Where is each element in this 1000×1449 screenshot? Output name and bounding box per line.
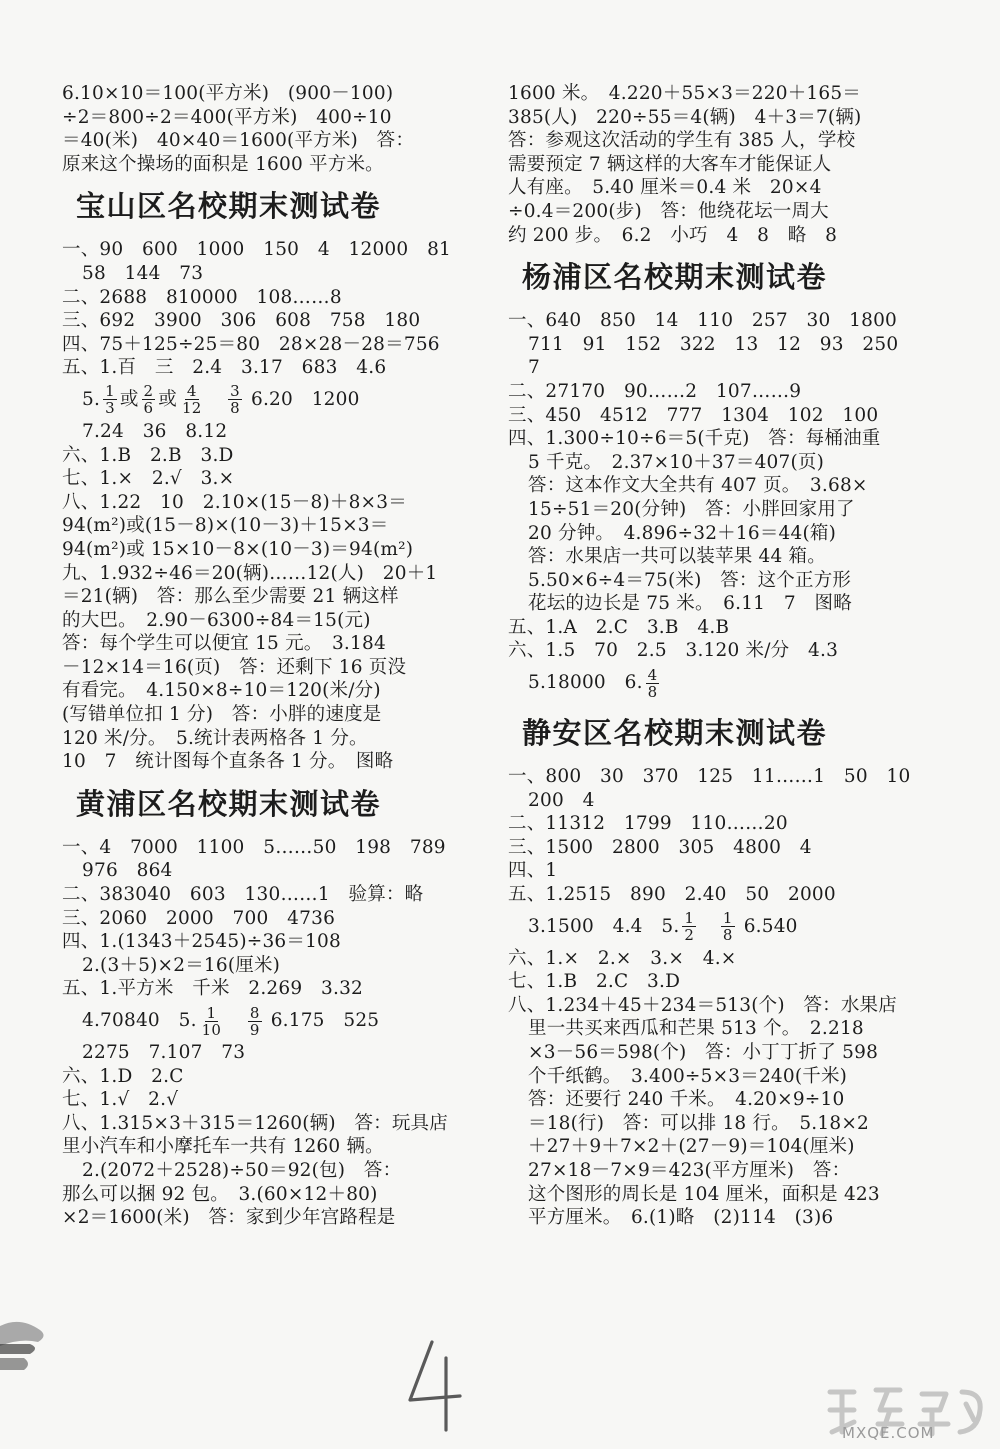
denominator: 12 <box>181 399 202 418</box>
answer-line: 三、2060 2000 700 4736 <box>62 907 336 929</box>
answer-line: 2.(2072＋2528)÷50＝92(包) 答： <box>82 1159 402 1181</box>
answer-line: 这个图形的周长是 104 厘米，面积是 423 <box>528 1183 880 1205</box>
answer-line: 六、1.B 2.B 3.D <box>62 444 234 466</box>
fraction-line <box>508 907 908 947</box>
answer-line: 5.50×6÷4＝75(米) 答：这个正方形 <box>528 569 852 591</box>
answer-line: 二、383040 603 130……1 验算：略 <box>62 884 424 906</box>
answer-line: ÷2＝800÷2＝400(平方米) 400÷10 <box>62 106 392 128</box>
corner-ornament-icon <box>0 1308 56 1378</box>
answer-line: 三、1500 2800 305 4800 4 <box>508 836 812 858</box>
numerator: 4 <box>647 665 658 684</box>
fraction <box>646 667 660 700</box>
answer-text: 6.20 1200 <box>244 388 360 410</box>
fraction <box>721 910 735 943</box>
watermark-text: MXQE.COM <box>842 1424 935 1442</box>
answer-line: 四、75＋125÷25＝80 28×28－28＝756 <box>62 333 440 355</box>
fraction <box>228 383 242 416</box>
answer-line: 一、640 850 14 110 257 30 1800 <box>508 310 898 332</box>
answer-line: 六、1.× 2.× 3.× 4.× <box>508 947 737 969</box>
answer-line: 94(m²)或 15×10－8×(10－3)＝94(m²) <box>62 538 414 560</box>
section-title-huangpu: 黄浦区名校期末测试卷 <box>76 786 382 821</box>
answer-line: 平方厘米。 6.(1)略 (2)114 (3)6 <box>528 1207 834 1229</box>
answer-line: 七、1.√ 2.√ <box>62 1089 179 1111</box>
answer-line: 答：水果店一共可以装苹果 44 箱。 <box>528 546 826 568</box>
answer-line: 个千纸鹤。 3.400÷5×3＝240(千米) <box>528 1065 848 1087</box>
answer-line: 15÷51＝20(分钟) 答：小胖回家用了 <box>528 498 855 520</box>
answer-line: 四、1.300÷10÷6＝5(千克) 答：每桶油重 <box>508 428 881 450</box>
answer-line: 六、1.D 2.C <box>62 1065 184 1087</box>
fraction <box>200 1005 224 1038</box>
answer-line: 四、1.(1343＋2545)÷36＝108 <box>62 931 342 953</box>
numerator: 1 <box>105 382 115 401</box>
answer-line: ×2＝1600(米) 答：家到少年宫路程是 <box>62 1207 396 1229</box>
numerator: 1 <box>206 1003 217 1022</box>
numerator: 1 <box>722 909 733 928</box>
section-title-baoshan: 宝山区名校期末测试卷 <box>76 189 382 224</box>
answer-text: 5.18000 6. <box>528 672 643 694</box>
answer-line: 答：这本作文大全共有 407 页。 3.68× <box>528 475 868 497</box>
answer-line: 2275 7.107 73 <box>82 1042 246 1063</box>
answer-line: 需要预定 7 辆这样的大客车才能保证人 <box>508 153 832 175</box>
answer-line: 七、1.× 2.√ 3.× <box>62 468 235 490</box>
numerator: 3 <box>230 382 240 401</box>
answer-line: 7 <box>528 357 540 379</box>
answer-text: 6.540 <box>737 915 798 937</box>
answer-line: 五、1.A 2.C 3.B 4.B <box>508 616 730 638</box>
answer-line: 1600 米。 4.220＋55×3＝220＋165＝ <box>508 83 862 104</box>
answer-text: 3.1500 4.4 5. <box>528 915 680 937</box>
answer-text: 4.70840 5. <box>82 1010 197 1031</box>
fraction <box>248 1005 262 1038</box>
denominator: 10 <box>201 1020 222 1039</box>
fraction <box>142 383 156 416</box>
answer-text: 或 <box>158 388 177 410</box>
denominator: 2 <box>684 926 695 945</box>
answer-line: 一、90 600 1000 150 4 12000 81 <box>62 239 452 261</box>
denominator: 6 <box>143 399 154 418</box>
answer-line: 五、1.2515 890 2.40 50 2000 <box>508 884 836 906</box>
answer-line: 58 144 73 <box>82 262 204 284</box>
answer-line: 人有座。 5.40 厘米＝0.4 米 20×4 <box>508 177 822 199</box>
section-title-yangpu: 杨浦区名校期末测试卷 <box>522 260 828 295</box>
denominator: 8 <box>647 682 658 701</box>
answer-line: 的大巴。 2.90－6300÷84＝15(元) <box>62 609 371 631</box>
answer-line: 那么可以捆 92 包。 3.(60×12＋80) <box>62 1183 378 1205</box>
answer-line: 里小汽车和小摩托车一共有 1260 辆。 <box>62 1136 384 1158</box>
answer-line: 约 200 步。 6.2 小巧 4 8 略 8 <box>508 224 838 246</box>
answer-line: 原来这个操场的面积是 1600 平方米。 <box>62 153 384 175</box>
answer-line: 花坛的边长是 75 米。 6.11 7 图略 <box>528 593 852 615</box>
answer-text: 或 <box>119 388 139 410</box>
answer-line: 二、2688 810000 108……8 <box>62 286 342 308</box>
answer-line: 九、1.932÷46＝20(辆)……12(人) 20＋1 <box>62 562 438 584</box>
section-title-jingan: 静安区名校期末测试卷 <box>522 716 828 751</box>
answer-line: 20 分钟。 4.896÷32＋16＝44(箱) <box>528 522 836 544</box>
answer-line: 385(人) 220÷55＝4(辆) 4＋3＝7(辆) <box>508 106 862 128</box>
answer-line: ＝21(辆) 答：那么至少需要 21 辆这样 <box>62 586 399 608</box>
answer-line: 27×18－7×9＝423(平方厘米) 答： <box>528 1159 851 1181</box>
answer-line: 四、1 <box>508 860 558 882</box>
denominator: 8 <box>722 926 733 945</box>
answer-line: 八、1.315×3＋315＝1260(辆) 答：玩具店 <box>62 1112 448 1134</box>
numerator: 8 <box>249 1003 260 1022</box>
answer-line: ＝40(米) 40×40＝1600(平方米) 答： <box>62 130 415 152</box>
numerator: 1 <box>684 909 695 928</box>
denominator: 8 <box>230 399 240 418</box>
answer-line: 七、1.B 2.C 3.D <box>508 971 681 993</box>
handwritten-page-number <box>402 1338 466 1434</box>
answer-line: 一、800 30 370 125 11……1 50 10 <box>508 766 911 788</box>
numerator: 4 <box>186 382 197 401</box>
fraction <box>682 910 696 943</box>
answer-line: 二、11312 1799 110……20 <box>508 813 788 835</box>
answer-line: ×3－56＝598(个) 答：小丁丁折了 598 <box>528 1042 879 1063</box>
answer-line: 五、1.百 三 2.4 3.17 683 4.6 <box>62 357 387 379</box>
answer-line: 一、4 7000 1100 5……50 198 789 <box>62 836 446 858</box>
answer-text: 5. <box>82 388 101 410</box>
fraction-line <box>62 1001 462 1041</box>
numerator: 2 <box>143 382 154 401</box>
answer-line: 7.24 36 8.12 <box>82 420 228 442</box>
answer-line: 94(m²)或(15－8)×(10－3)＋15×3＝ <box>62 515 389 537</box>
fraction-line <box>62 380 462 420</box>
answer-line: (写错单位扣 1 分) 答：小胖的速度是 <box>62 704 382 726</box>
answer-line: 八、1.22 10 2.10×(15－8)＋8×3＝ <box>62 491 407 513</box>
denominator: 3 <box>105 399 115 418</box>
answer-line: 六、1.5 70 2.5 3.120 米/分 4.3 <box>508 640 839 662</box>
answer-line: 10 7 统计图每个直条各 1 分。 图略 <box>62 751 394 773</box>
answer-line: 976 864 <box>82 860 173 882</box>
answer-line: 6.10×10＝100(平方米) (900－100) <box>62 83 394 104</box>
answer-line: ＋27＋9＋7×2＋(27－9)＝104(厘米) <box>528 1136 855 1158</box>
answer-line: 有看完。 4.150×8÷10＝120(米/分) <box>62 680 381 702</box>
fraction <box>103 383 117 416</box>
answer-line: 2.(3＋5)×2＝16(厘米) <box>82 954 281 976</box>
answer-line: 二、27170 90……2 107……9 <box>508 380 802 402</box>
answer-line: 里一共买来西瓜和芒果 513 个。 2.218 <box>528 1018 864 1040</box>
answer-line: 120 米/分。 5.统计表两格各 1 分。 <box>62 727 368 749</box>
answer-line: 200 4 <box>528 789 595 811</box>
answer-line: －12×14＝16(页) 答：还剩下 16 页没 <box>62 656 407 678</box>
answer-line: 答：还要行 240 千米。 4.20×9÷10 <box>528 1089 845 1111</box>
answer-line: 5 千克。 2.37×10＋37＝407(页) <box>528 451 825 473</box>
answer-line: ÷0.4＝200(步) 答：他绕花坛一周大 <box>508 200 829 222</box>
denominator: 9 <box>249 1020 260 1039</box>
answer-text: 6.175 525 <box>264 1010 380 1031</box>
answer-line: 三、692 3900 306 608 758 180 <box>62 310 421 332</box>
answer-line: 五、1.平方米 千米 2.269 3.32 <box>62 978 364 1000</box>
right-column <box>508 82 911 1230</box>
answer-line: 711 91 152 322 13 12 93 250 <box>528 333 899 355</box>
answer-line: ＝18(行) 答：可以排 18 行。 5.18×2 <box>528 1112 869 1134</box>
answer-line: 八、1.234＋45＋234＝513(个) 答：水果店 <box>508 994 897 1016</box>
answer-line: 三、450 4512 777 1304 102 100 <box>508 404 879 426</box>
answer-line: 答：参观这次活动的学生有 385 人，学校 <box>508 130 856 152</box>
fraction <box>180 383 204 416</box>
answer-line: 答：每个学生可以便宜 15 元。 3.184 <box>62 633 386 655</box>
left-column <box>62 82 462 1230</box>
fraction-line <box>508 663 908 703</box>
